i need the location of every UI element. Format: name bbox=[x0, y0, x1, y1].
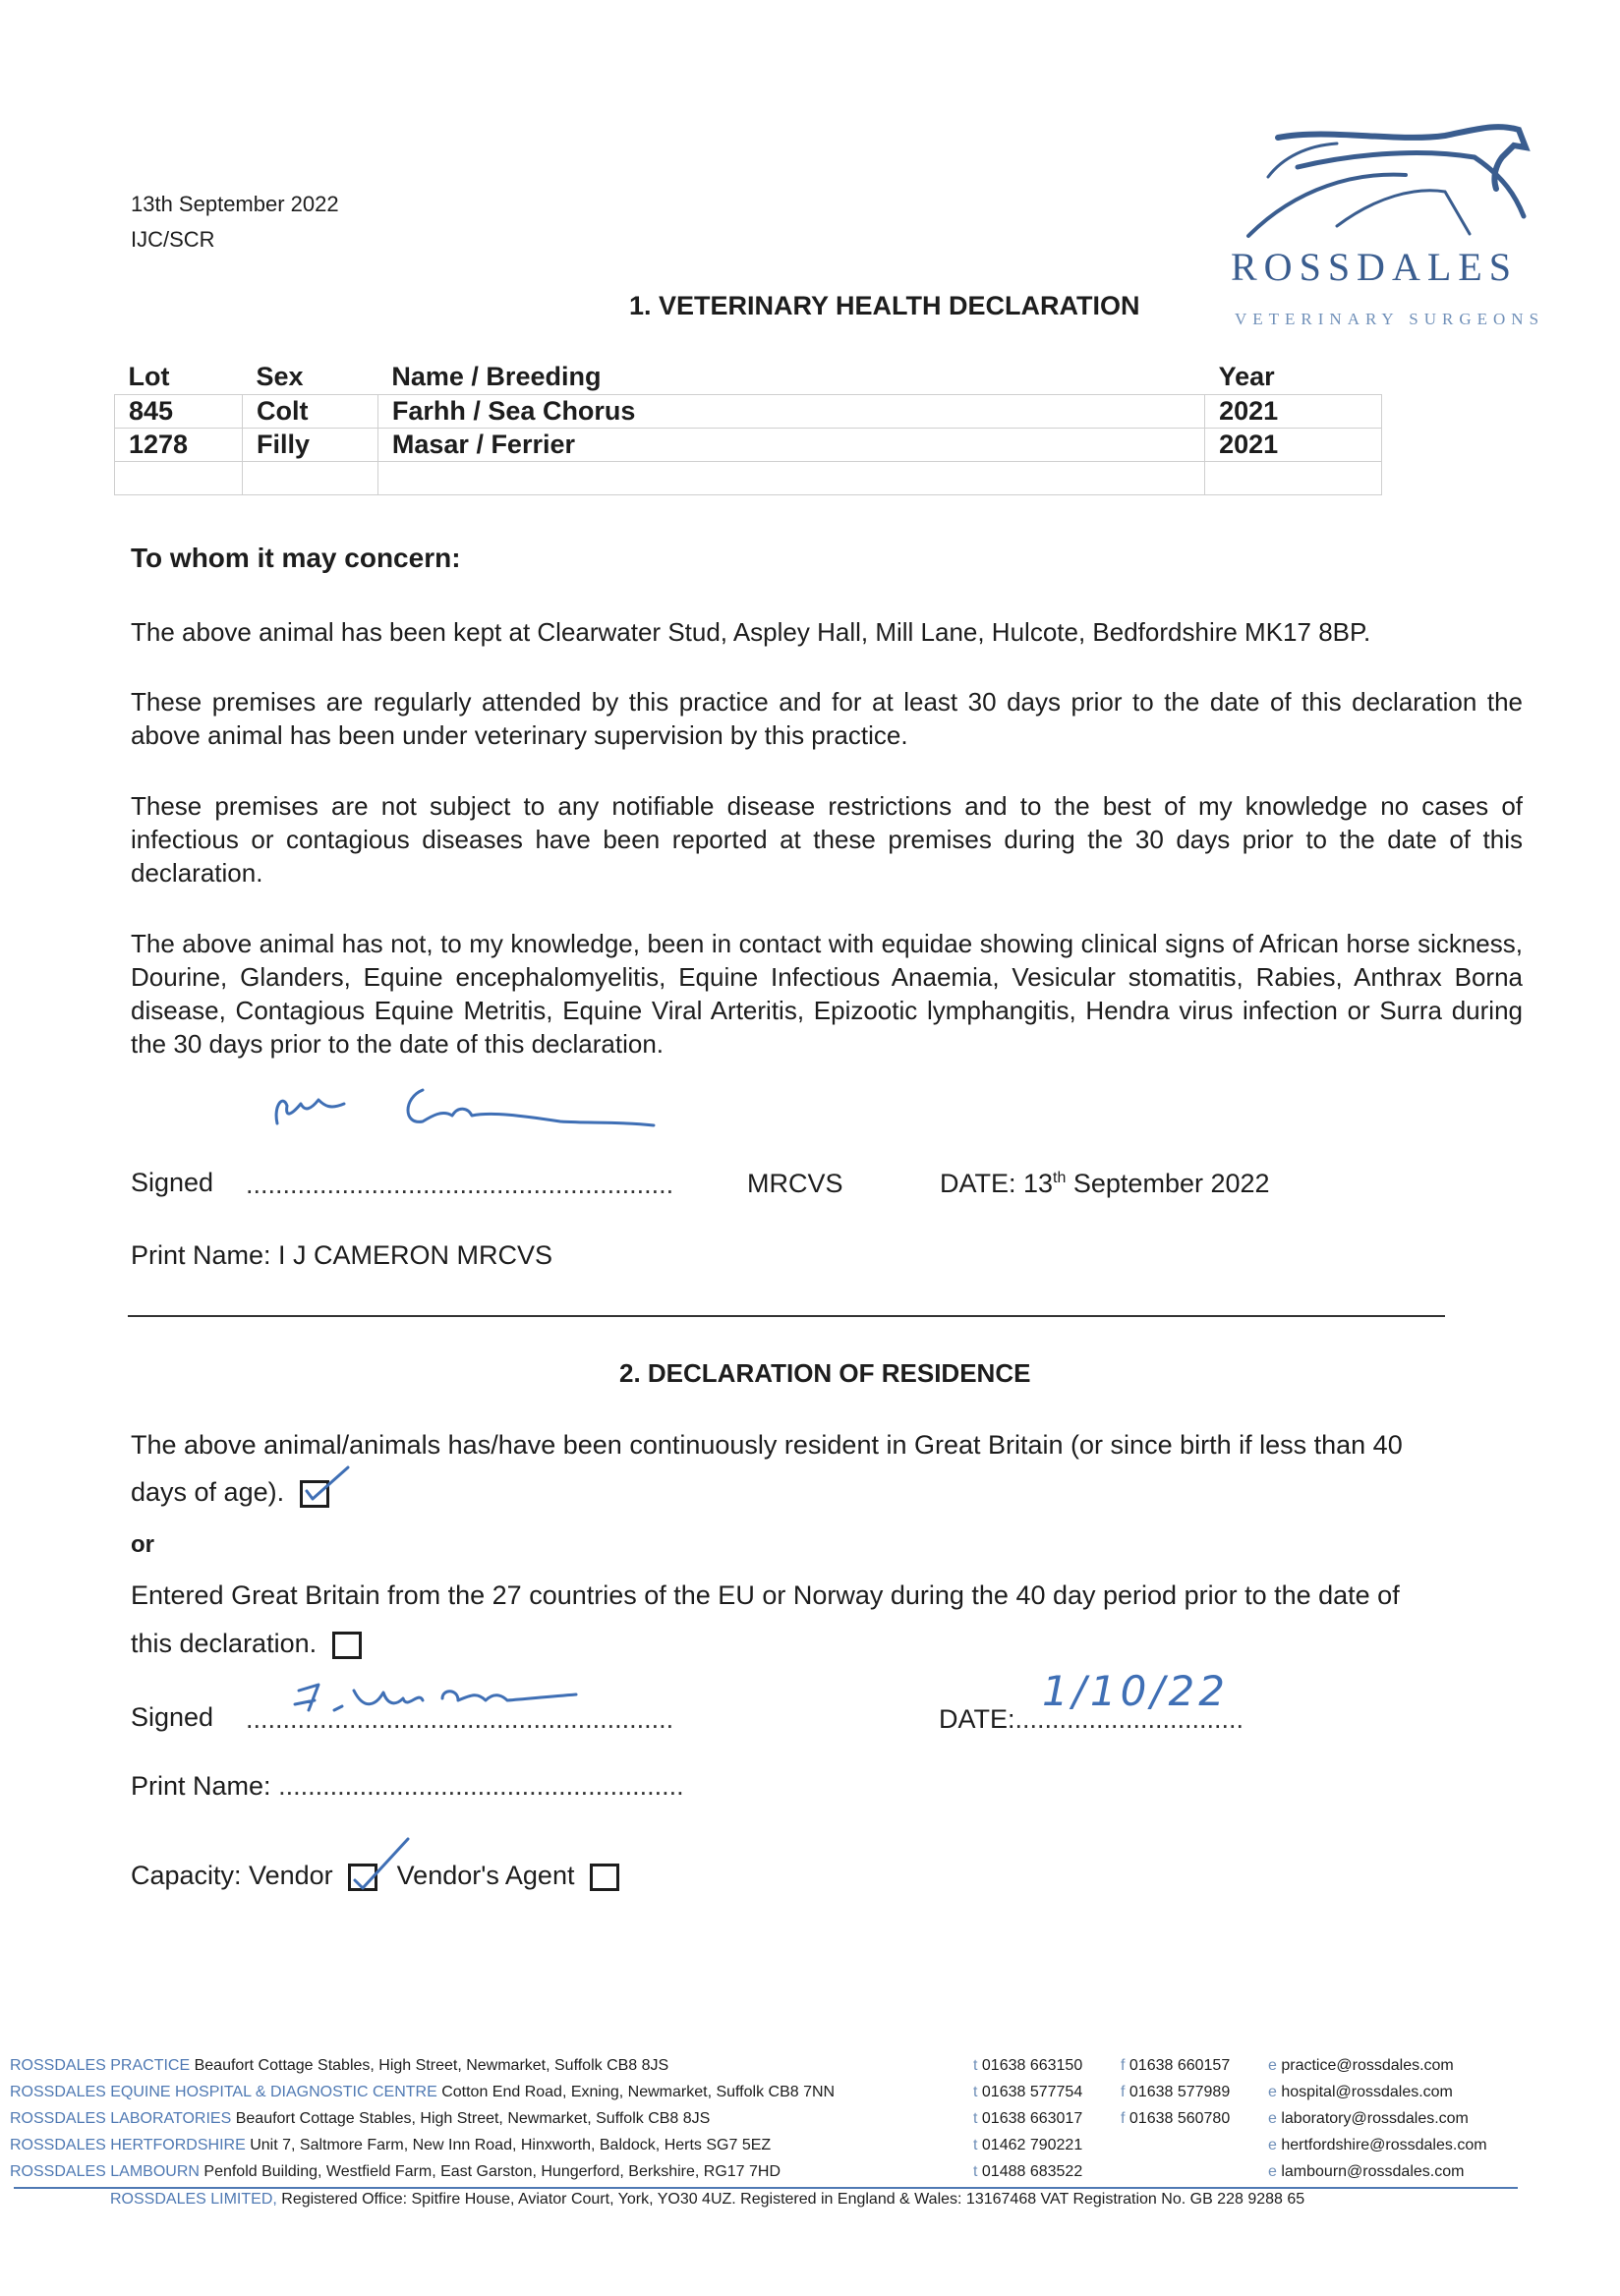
table-row bbox=[115, 395, 1382, 429]
table-header-row bbox=[115, 359, 1382, 395]
or-label: or bbox=[131, 1531, 154, 1558]
phone-row: t 01638 663017 bbox=[973, 2110, 1083, 2127]
table-cell: 2021 bbox=[1205, 395, 1382, 429]
paragraph-premises: The above animal has been kept at Clearwater Stud, Aspley Hall, Mill Lane, Hulcote, Bedfordshire MK17 8BP. bbox=[131, 617, 1371, 647]
vendor-checkbox[interactable] bbox=[348, 1864, 377, 1891]
table-cell: Farhh / Sea Chorus bbox=[377, 395, 1204, 429]
email-link[interactable]: practice@rossdales.com bbox=[1281, 2057, 1454, 2074]
footer-office bbox=[10, 2132, 993, 2158]
print-name: Print Name: I J CAMERON MRCVS bbox=[131, 1240, 553, 1270]
registered-office bbox=[110, 2191, 1304, 2209]
logo-tagline: VETERINARY SURGEONS bbox=[1235, 310, 1545, 328]
office-address: Unit 7, Saltmore Farm, New Inn Road, Hinxworth, Baldock, Herts SG7 5EZ bbox=[250, 2137, 772, 2153]
column-header: Year bbox=[1205, 359, 1382, 395]
table-cell: Colt bbox=[242, 395, 377, 429]
email-link[interactable]: hertfordshire@rossdales.com bbox=[1281, 2137, 1487, 2153]
email-row: e hospital@rossdales.com bbox=[1268, 2084, 1453, 2100]
date-label: DATE: 13 bbox=[940, 1169, 1054, 1198]
footer-office bbox=[10, 2052, 993, 2079]
vendor-print-name-dots: ....................................................... bbox=[278, 1771, 684, 1801]
residence-option1-line1: The above animal/animals has/have been continuously resident in Great Britain (or since birth if less than 40 bbox=[131, 1430, 1403, 1460]
email-link[interactable]: laboratory@rossdales.com bbox=[1281, 2110, 1469, 2127]
column-header: Sex bbox=[242, 359, 377, 395]
registered-org: ROSSDALES LIMITED, bbox=[110, 2191, 277, 2208]
table-row bbox=[115, 429, 1382, 462]
section-divider bbox=[128, 1315, 1445, 1317]
checkmark-icon bbox=[299, 1462, 358, 1516]
letter-date: 13th September 2022 bbox=[131, 192, 339, 216]
fax: 01638 660157 bbox=[1128, 2057, 1231, 2074]
table-cell bbox=[377, 462, 1204, 495]
residence-option1-line2 bbox=[131, 1477, 329, 1508]
vet-signature-icon bbox=[265, 1076, 678, 1155]
email-row: e practice@rossdales.com bbox=[1268, 2057, 1454, 2074]
office-address: Cotton End Road, Exning, Newmarket, Suffolk CB8 7NN bbox=[441, 2084, 836, 2100]
date-suffix: th bbox=[1053, 1170, 1067, 1186]
residence-option2-line2 bbox=[131, 1629, 362, 1659]
email-row: e laboratory@rossdales.com bbox=[1268, 2110, 1469, 2127]
date-rest: September 2022 bbox=[1066, 1169, 1270, 1198]
vendor-signature-line: .......................................................... bbox=[246, 1704, 674, 1734]
footer-office bbox=[10, 2105, 993, 2132]
table-cell: Filly bbox=[242, 429, 377, 462]
horse-logo-icon bbox=[1239, 118, 1533, 246]
continuous-resident-checkbox[interactable] bbox=[300, 1480, 329, 1508]
phone-row: t 01638 577754 bbox=[973, 2084, 1083, 2100]
section1-title: 1. VETERINARY HEALTH DECLARATION bbox=[629, 291, 1140, 320]
paragraph-supervision: These premises are regularly attended by this practice and for at least 30 days prior to the date of this declaration the above animal has been under veterinary supervision by this practice. bbox=[131, 687, 1523, 750]
fax: 01638 577989 bbox=[1128, 2084, 1231, 2100]
office-name: ROSSDALES HERTFORDSHIRE bbox=[10, 2137, 246, 2153]
phone-row: t 01638 663150 bbox=[973, 2057, 1083, 2074]
residence-option1-text: days of age). bbox=[131, 1477, 285, 1507]
office-address: Beaufort Cottage Stables, High Street, Newmarket, Suffolk CB8 8JS bbox=[194, 2057, 669, 2074]
section2-title: 2. DECLARATION OF RESIDENCE bbox=[619, 1358, 1031, 1388]
email-link[interactable]: lambourn@rossdales.com bbox=[1281, 2163, 1465, 2180]
lots-table bbox=[114, 359, 1382, 495]
office-address: Beaufort Cottage Stables, High Street, Newmarket, Suffolk CB8 8JS bbox=[235, 2110, 711, 2127]
table-cell: Masar / Ferrier bbox=[377, 429, 1204, 462]
column-header: Name / Breeding bbox=[377, 359, 1204, 395]
fax-row: f 01638 660157 bbox=[1121, 2057, 1231, 2074]
office-name: ROSSDALES EQUINE HOSPITAL & DIAGNOSTIC CENTRE bbox=[10, 2084, 437, 2100]
office-name: ROSSDALES PRACTICE bbox=[10, 2057, 191, 2074]
footer-offices bbox=[10, 2052, 993, 2185]
fax-row: f 01638 577989 bbox=[1121, 2084, 1231, 2100]
mrcvs-label: MRCVS bbox=[747, 1169, 843, 1198]
salutation: To whom it may concern: bbox=[131, 543, 461, 573]
table-cell bbox=[1205, 462, 1382, 495]
office-name: ROSSDALES LABORATORIES bbox=[10, 2110, 232, 2127]
checkmark-icon bbox=[347, 1833, 416, 1902]
vendor-signed-label: Signed bbox=[131, 1702, 214, 1732]
vendor-print-name bbox=[131, 1771, 684, 1802]
phone-row: t 01462 790221 bbox=[973, 2137, 1083, 2153]
table-cell: 845 bbox=[115, 395, 243, 429]
entered-gb-checkbox[interactable] bbox=[332, 1632, 362, 1659]
phone: 01638 577754 bbox=[981, 2084, 1083, 2100]
logo-name: ROSSDALES bbox=[1231, 245, 1518, 289]
rossdales-logo bbox=[1231, 118, 1545, 328]
phone: 01488 683522 bbox=[981, 2163, 1083, 2180]
registered-text: Registered Office: Spitfire House, Aviator Court, York, YO30 4UZ. Registered in England & Wales: 13167468 VAT Registration No. GB 228 9288 65 bbox=[276, 2191, 1305, 2208]
table-cell: 2021 bbox=[1205, 429, 1382, 462]
email-row: e lambourn@rossdales.com bbox=[1268, 2163, 1465, 2180]
vendors-agent-label: Vendor's Agent bbox=[396, 1861, 575, 1890]
capacity-row bbox=[131, 1861, 619, 1891]
paragraph-restrictions: These premises are not subject to any notifiable disease restrictions and to the best of my knowledge no cases of infectious or contagious diseases have been reported at these premises during the 30 days prior to the date of this declaration. bbox=[131, 791, 1523, 888]
office-address: Penfold Building, Westfield Farm, East Garston, Hungerford, Berkshire, RG17 7HD bbox=[203, 2163, 781, 2180]
column-header: Lot bbox=[115, 359, 243, 395]
phone: 01638 663150 bbox=[981, 2057, 1083, 2074]
footer-rule bbox=[14, 2187, 1518, 2189]
vendor-print-name-label: Print Name: bbox=[131, 1771, 271, 1801]
table-cell: 1278 bbox=[115, 429, 243, 462]
fax: 01638 560780 bbox=[1128, 2110, 1231, 2127]
phone-row: t 01488 683522 bbox=[973, 2163, 1083, 2180]
footer-emails bbox=[1268, 2052, 1524, 2185]
reference-code: IJC/SCR bbox=[131, 227, 215, 252]
table-cell bbox=[242, 462, 377, 495]
email-link[interactable]: hospital@rossdales.com bbox=[1281, 2084, 1453, 2100]
footer-office bbox=[10, 2079, 993, 2105]
vendors-agent-checkbox[interactable] bbox=[590, 1864, 619, 1891]
residence-option2-line1: Entered Great Britain from the 27 countries of the EU or Norway during the 40 day period prior to the date of bbox=[131, 1580, 1400, 1610]
vendor-date-label: DATE: bbox=[939, 1704, 1015, 1734]
phone: 01462 790221 bbox=[981, 2137, 1083, 2153]
table-row-empty bbox=[115, 462, 1382, 495]
phone: 01638 663017 bbox=[981, 2110, 1083, 2127]
email-row: e hertfordshire@rossdales.com bbox=[1268, 2137, 1487, 2153]
footer-phones bbox=[973, 2052, 1121, 2185]
table-cell bbox=[115, 462, 243, 495]
capacity-label: Capacity: Vendor bbox=[131, 1861, 333, 1890]
signed-label: Signed bbox=[131, 1168, 214, 1197]
handwritten-date: 1/10/22 bbox=[1042, 1667, 1229, 1715]
residence-option2-text: this declaration. bbox=[131, 1629, 318, 1658]
footer-office bbox=[10, 2158, 993, 2185]
vendor-date-dots: ............................... bbox=[1014, 1704, 1244, 1734]
office-name: ROSSDALES LAMBOURN bbox=[10, 2163, 200, 2180]
fax-row: f 01638 560780 bbox=[1121, 2110, 1231, 2127]
paragraph-diseases: The above animal has not, to my knowledge, been in contact with equidae showing clinical signs of African horse sickness, Dourine, Glanders, Equine encephalomyelitis, Equine Infectious Anaemia, Vesicular stomatitis, Rabies, Anthrax Borna disease, Contagious Equine Metritis, Equine Viral Arteritis, Epizootic lymphangitis, Hendra virus infection or Surra during the 30 days prior to the date of this declaration. bbox=[131, 929, 1523, 1059]
declaration-date bbox=[940, 1169, 1270, 1199]
footer-faxes bbox=[1121, 2052, 1258, 2132]
signature-line: .......................................................... bbox=[246, 1170, 674, 1199]
